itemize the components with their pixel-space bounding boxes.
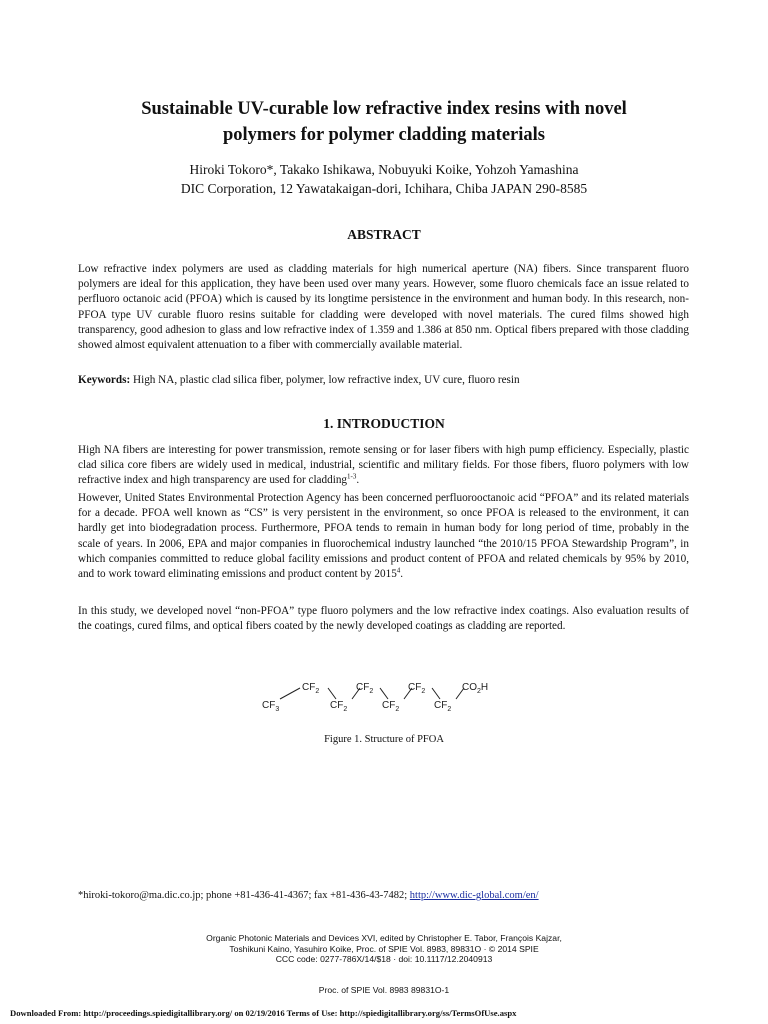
title-line-2: polymers for polymer cladding materials (222, 125, 545, 145)
introduction-heading: 1. INTRODUCTION (323, 416, 445, 431)
bond (380, 688, 388, 699)
bond (328, 688, 336, 699)
keywords (78, 373, 689, 388)
footnote-link[interactable]: http://www.dic-global.com/en/ (409, 890, 539, 901)
abstract-text: Low refractive index polymers are used as cladding materials for high numerical aperture (NA) fibers. Since transparent fluoro polymers are ideal for this application, they have been used over many years. However, some fluoro chemicals face an issue related to perfluoro octanoic acid (PFOA) which is caused by its longtime persistence in the environment and human body. In this research, non-PFOA type UV curable fluoro resins suitable for cladding were developed with novel materials. The cured films showed high transparency, good adhesion to glass and low refractive index of 1.359 and 1.386 at 850 nm. Optical fibers prepared with those cladding showed almost equivalent attenuation to a fiber with commercially available material. (78, 263, 689, 352)
cf2-label: $CF_2$ (302, 682, 320, 695)
abstract-heading: ABSTRACT (347, 227, 421, 242)
cf3-label: $CF_3$ (262, 700, 280, 713)
intro-paragraph-3: In this study, we developed novel “non-PFOA” type fluoro polymers and the low refractive index coatings. Also evaluation results of the coatings, cured films, and optical fibers coated by the newly developed coatings as cladding are reported. (78, 605, 689, 633)
title-line-1: Sustainable UV-curable low refractive index resins with novel (141, 99, 627, 119)
co2h-label: $CO_2H$ (462, 682, 489, 695)
authors: Hiroki Tokoro*, Takako Ishikawa, Nobuyuki Koike, Yohzoh Yamashina (189, 162, 579, 177)
cf2-label: $CF_2$ (330, 700, 348, 713)
keywords-label: Keywords: (78, 374, 131, 386)
intro-paragraph-2: However, United States Environmental Protection Agency has been concerned perfluorooctanoic acid “PFOA” and its related materials for a decade. PFOA well known as “CS” is very persistent in the environment, so once PFOA is released to the environment, it can hardly get into biodegradation process. Furthermore, PFOA tends to remain in human body for long period of time, probably in the scale of years. In 2006, EPA and major companies in fluorochemical industry launched “the 2010/15 PFOA Stewardship Program”, in which companies committed to reduce global facility emissions and product content of PFOA and related chemicals by 95% by 2010, and to work toward eliminating emissions and product content by 2015$^4$. (78, 492, 689, 581)
paper-title (60, 96, 708, 148)
citation-block (60, 933, 708, 965)
footnote-text: *hiroki-tokoro@ma.dic.co.jp; phone +81-436-41-4367; fax +81-436-43-7482; (78, 890, 410, 901)
footnote (78, 890, 689, 901)
cf2-label: $CF_2$ (434, 700, 452, 713)
citation-line-2: Toshikuni Kaino, Yasuhiro Koike, Proc. of SPIE Vol. 8983, 89831O · © 2014 SPIE (229, 943, 539, 954)
citation-line-3: CCC code: 0277-786X/14/$18 · doi: 10.1117/12.2040913 (275, 954, 493, 965)
intro-p1-text: High NA fibers are interesting for power transmission, remote sensing or for laser fibers with high pump efficiency. Especially, plastic clad silica core fibers are widely used in medical, industrial, scientific and military fields. For those fibers, fluoro polymers with low refractive index and high transparency are used for cladding (78, 444, 689, 487)
intro-p2-text: However, United States Environmental Protection Agency has been concerned perfluorooctanoic acid “PFOA” and its related materials for a decade. PFOA well known as “CS” is very persistent in the environment, so once PFOA is released to the environment, it can hardly get into biodegradation process. Furthermore, PFOA tends to remain in human body for long period of time, probably in the scale of years. In 2006, EPA and major companies in fluorochemical industry launched “the 2010/15 PFOA Stewardship Program”, in which companies committed to reduce global facility emissions and product content of PFOA and related chemicals by 95% by 2010, and to work toward eliminating emissions and product content by 2015 (78, 492, 689, 581)
pfoa-structure-figure (240, 668, 530, 718)
figure-caption: Figure 1. Structure of PFOA (324, 734, 444, 745)
affiliation: DIC Corporation, 12 Yawatakaigan-dori, Ichihara, Chiba JAPAN 290-8585 (180, 181, 588, 196)
keywords-text: High NA, plastic clad silica fiber, polymer, low refractive index, UV cure, fluoro resin (130, 374, 520, 386)
cf2-label: $CF_2$ (408, 682, 426, 695)
bond (280, 688, 300, 699)
intro-p2-ref: 4 (396, 566, 401, 575)
cf2-label: $CF_2$ (382, 700, 400, 713)
intro-p1-ref: 1-3 (347, 472, 357, 481)
citation-line-1: Organic Photonic Materials and Devices XVI, edited by Christopher E. Tabor, François Kajzar, (206, 933, 562, 943)
proc-page-number: Proc. of SPIE Vol. 8983 89831O-1 (318, 985, 450, 995)
download-notice: Downloaded From: http://proceedings.spiedigitallibrary.org/ on 02/19/2016 Terms of Use: http://spiedigitallibrary.org/ss/TermsOfUse.aspx (10, 1008, 517, 1018)
bond (432, 688, 440, 699)
cf2-label: $CF_2$ (356, 682, 374, 695)
author-block (60, 160, 708, 198)
intro-paragraph-1: High NA fibers are interesting for power transmission, remote sensing or for laser fibers with high pump efficiency. Especially, plastic clad silica core fibers are widely used in medical, industrial, scientific and military fields. For those fibers, fluoro polymers with low refractive index and high transparency are used for cladding$^{1-3}$. (78, 444, 689, 487)
